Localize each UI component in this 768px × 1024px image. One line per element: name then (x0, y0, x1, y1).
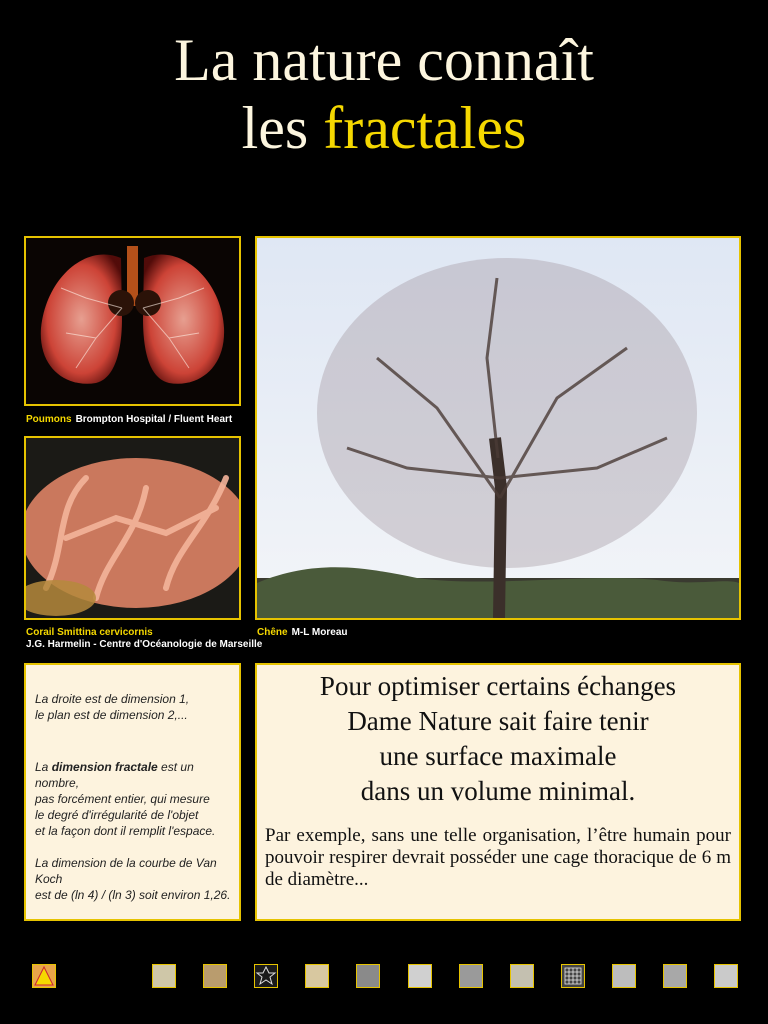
fractal-thumb-10 (612, 964, 636, 988)
van-koch-line-1: La dimension de la courbe de Van Koch (35, 856, 217, 886)
lungs-photo (24, 236, 241, 406)
fractal-thumb-3 (254, 964, 278, 988)
fractal-def-bold: dimension fractale (51, 760, 158, 774)
dimension-line-1: La droite est de dimension 1, (35, 692, 190, 706)
thumbnail-strip (0, 964, 768, 992)
fractal-def-line-1 (35, 759, 231, 791)
fractal-thumb-11 (663, 964, 687, 988)
example-paragraph: Par exemple, sans une telle organisation, l’être humain pour pouvoir respirer devrait posséder une cage thoracique de 6 m de diamètre... (265, 825, 731, 890)
main-statement-line-1: Pour optimiser certains échanges (319, 671, 677, 701)
page-title-line2 (0, 96, 768, 160)
fractal-def-line-4: et la façon dont il remplit l'espace. (35, 824, 216, 838)
coral-caption-label: Corail Smittina cervicornis (26, 627, 153, 638)
fractal-def-line-3: le degré d'irrégularité de l'objet (35, 808, 199, 822)
fractal-thumb-4 (305, 964, 329, 988)
main-statement-line-4: dans un volume minimal. (360, 776, 636, 806)
coral-image (26, 438, 239, 618)
lungs-caption (26, 413, 232, 426)
fractal-def-pre: La (35, 760, 52, 774)
coral-caption-2: J.G. Harmelin - Centre d'Océanologie de Marseille (26, 639, 263, 650)
dimension-info-box (24, 663, 241, 921)
fractal-thumb-1 (152, 964, 176, 988)
fractal-def-post: est un nombre, (35, 760, 194, 790)
title-prefix: les (241, 95, 324, 161)
oak-image (257, 238, 739, 618)
title-highlight: fractales (323, 95, 527, 161)
fractal-thumb-9 (561, 964, 585, 988)
oak-caption (257, 626, 348, 639)
oak-caption-credit: M-L Moreau (291, 627, 348, 638)
fractal-def-line-2: pas forcément entier, qui mesure (35, 792, 210, 806)
dimension-line-2: le plan est de dimension 2,... (35, 708, 188, 722)
fractal-thumb-12 (714, 964, 738, 988)
fractal-thumb-6 (408, 964, 432, 988)
main-statement-line-2: Dame Nature sait faire tenir (347, 706, 649, 736)
page-title-line1: La nature connaît (174, 27, 594, 93)
oak-caption-label: Chêne (257, 627, 288, 638)
main-statement-line-3: une surface maximale (379, 741, 617, 771)
fractal-thumb-7 (459, 964, 483, 988)
logo-fractal-icon (32, 964, 56, 988)
optimization-text-box (255, 663, 741, 921)
lungs-image (26, 238, 239, 404)
van-koch-line-2: est de (ln 4) / (ln 3) soit environ 1,26. (35, 888, 231, 902)
fractal-thumb-8 (510, 964, 534, 988)
lungs-caption-label: Poumons (26, 414, 72, 425)
lungs-caption-credit: Brompton Hospital / Fluent Heart (75, 414, 233, 425)
oak-photo (255, 236, 741, 620)
fractal-thumb-2 (203, 964, 227, 988)
coral-photo (24, 436, 241, 620)
fractal-thumb-5 (356, 964, 380, 988)
